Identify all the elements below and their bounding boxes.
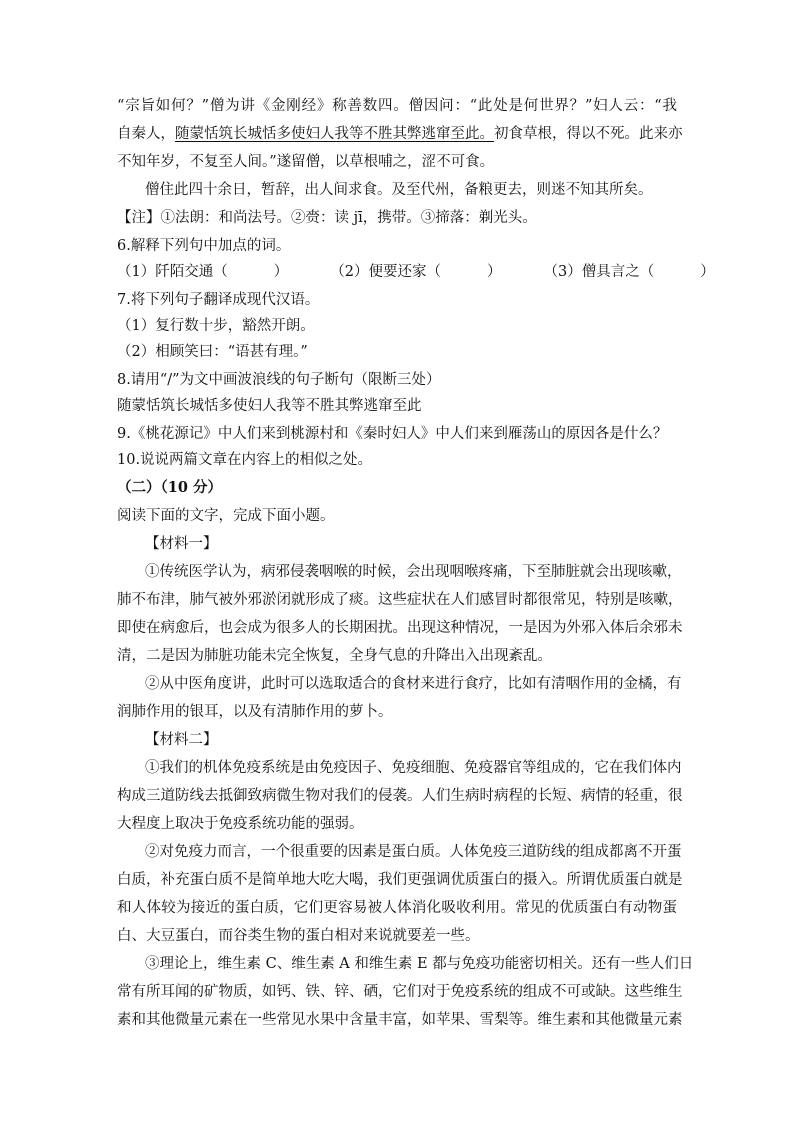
material-line: 构成三道防线去抵御致病微生物对我们的侵袭。人们生病时病程的长短、病情的轻重，很 <box>117 788 683 804</box>
material-line: ①我们的机体免疫系统是由免疫因子、免疫细胞、免疫器官等组成的，它在我们体内 <box>145 760 682 776</box>
passage-line: “宗旨如何？”僧为讲《金刚经》称善数四。僧因问：“此处是何世界？”妇人云：“我 <box>117 98 677 114</box>
material-line: ②从中医角度讲，此时可以选取适合的食材来进行食疗，比如有清咽作用的金橘，有 <box>145 676 682 692</box>
q6-item-1-close: ） <box>273 264 289 280</box>
question-8: 8.请用“/”为文中画波浪线的句子断句（限断三处） <box>117 372 441 388</box>
section-heading: （二）（10 分） <box>117 479 222 496</box>
material-line: 白质，补充蛋白质不是简单地大吃大喝，我们更强调优质蛋白的摄入。所谓优质蛋白就是 <box>117 872 683 888</box>
question-7-2: （2）相顾笑曰：“语甚有理。” <box>117 344 308 360</box>
passage-line: 僧住此四十余日，暂辞，出人间求食。及至代州，备粮更去，则迷不知其所矣。 <box>145 182 653 198</box>
material-2-title: 【材料二】 <box>145 732 218 748</box>
material-line: 和人体较为接近的蛋白质，它们更容易被人体消化吸收利用。常见的优质蛋白有动物蛋 <box>117 900 677 916</box>
material-line: 大程度上取决于免疫系统功能的强弱。 <box>117 816 364 832</box>
material-line: 肺不布津，肺气被外邪淤闭就形成了痰。这些症状在人们感冒时都很常见，特别是咳嗽， <box>117 592 683 608</box>
passage-text: 初食草根，得以不死。此来亦 <box>494 126 683 142</box>
question-9: 9.《桃花源记》中人们来到桃源村和《秦时妇人》中人们来到雁荡山的原因各是什么？ <box>117 426 668 442</box>
passage-line: 不知年岁，不复至人间。”遂留僧，以草根哺之，涩不可食。 <box>117 154 495 170</box>
footnote: 【注】①法朗：和尚法号。②赍：读 jī，携带。③揥落：剃光头。 <box>117 210 537 226</box>
material-line: 即使在病愈后，也会成为很多人的长期困扰。出现这种情况，一是因为外邪入体后余邪未 <box>117 620 683 636</box>
question-7: 7.将下列句子翻译成现代汉语。 <box>117 292 320 308</box>
q6-item-1: （1）阡陌交通（ <box>117 264 228 280</box>
q6-item-2-close: ） <box>486 264 502 280</box>
q6-item-3-close: ） <box>700 264 715 280</box>
material-line: 润肺作用的银耳，以及有清肺作用的萝卜。 <box>117 704 393 720</box>
question-6-items <box>117 262 715 282</box>
material-line: ①传统医学认为，病邪侵袭咽喉的时候，会出现咽喉疼痛，下至肺脏就会出现咳嗽， <box>145 564 682 580</box>
passage-line <box>117 124 683 144</box>
question-10: 10.说说两篇文章在内容上的相似之处。 <box>117 452 373 468</box>
question-6: 6.解释下列句中加点的词。 <box>117 238 291 254</box>
q6-item-3: （3）僧具言之（ <box>543 264 655 280</box>
material-line: 清，二是因为肺脏功能未完全恢复，全身气息的升降出入出现紊乱。 <box>117 648 552 664</box>
material-line: ③理论上，维生素 C、维生素 A 和维生素 E 都与免疫功能密切相关。还有一些人们日 <box>145 956 694 972</box>
passage-text: 自秦人， <box>117 126 175 142</box>
underlined-sentence: 随蒙恬筑长城恬多使妇人我等不胜其弊逃窜至此。 <box>175 126 494 142</box>
material-1-title: 【材料一】 <box>145 536 218 552</box>
question-7-1: （1）复行数十步，豁然开朗。 <box>117 318 315 334</box>
material-line: 白、大豆蛋白，而谷类生物的蛋白相对来说就要差一些。 <box>117 928 480 944</box>
q6-item-2: （2）便要还家（ <box>330 264 441 280</box>
material-line: ②对免疫力而言，一个很重要的因素是蛋白质。人体免疫三道防线的组成都离不开蛋 <box>145 844 682 860</box>
material-line: 素和其他微量元素在一些常见水果中含量丰富，如苹果、雪梨等。维生素和其他微量元素 <box>117 1012 683 1028</box>
section-intro: 阅读下面的文字，完成下面小题。 <box>117 508 335 524</box>
question-8-sentence: 随蒙恬筑长城恬多使妇人我等不胜其弊逃窜至此 <box>117 398 422 414</box>
material-line: 常有所耳闻的矿物质，如钙、铁、锌、硒，它们对于免疫系统的组成不可或缺。这些维生 <box>117 984 683 1000</box>
